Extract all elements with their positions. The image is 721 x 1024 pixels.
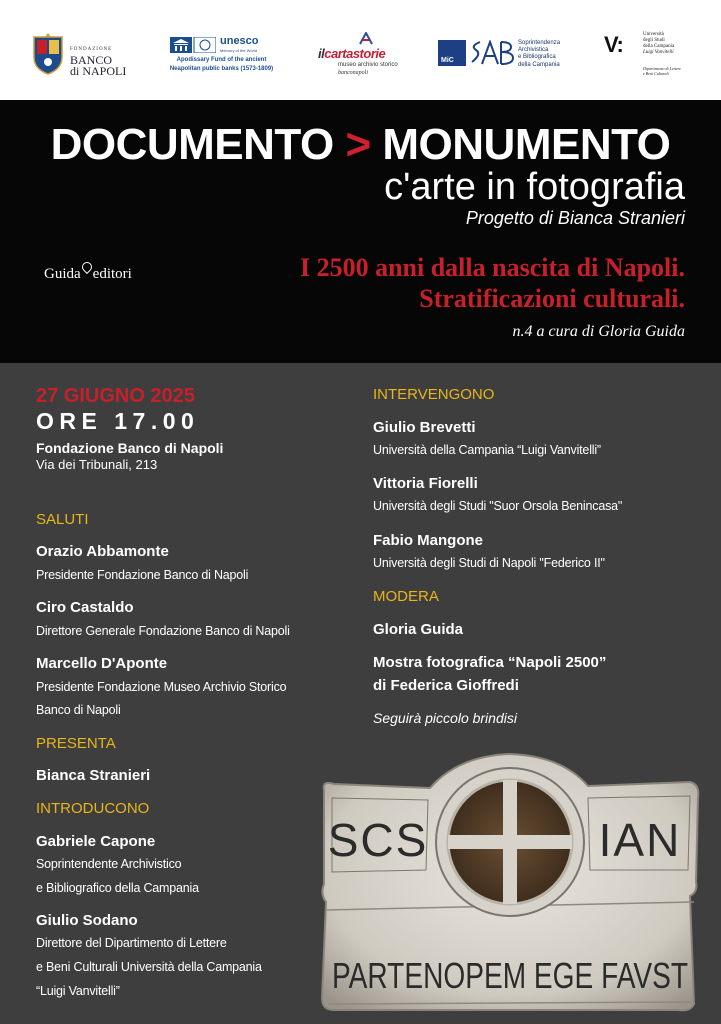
section-saluti-heading: SALUTI <box>36 511 89 528</box>
speaker-name: Gloria Guida <box>373 621 464 638</box>
fondazione-banco-napoli-logo <box>32 33 127 81</box>
speaker-name: Bianca Stranieri <box>36 767 151 784</box>
event-venue: Fondazione Banco di Napoli <box>36 440 224 456</box>
project-credit: Progetto di Bianca Stranieri <box>465 208 685 228</box>
speaker-name: Marcello D'Aponte <box>36 655 168 672</box>
speaker-role: Soprintendente Archivistico <box>36 857 182 871</box>
headline-line2: Stratificazioni culturali. <box>419 284 685 313</box>
speaker-role: Direttore del Dipartimento di Lettere <box>36 936 227 950</box>
exhibition-author: di Federica Gioffredi <box>373 677 519 694</box>
section-modera-heading: MODERA <box>373 588 439 605</box>
section-intervengono-heading: INTERVENGONO <box>373 386 495 403</box>
cartastorie-wordmark: ilcartastorie <box>318 46 386 61</box>
sab-monogram-icon <box>468 40 514 66</box>
title-left: DOCUMENTO <box>50 120 334 169</box>
unesco-memory: Memory of the World <box>220 48 258 53</box>
logos-strip <box>0 0 721 100</box>
speaker-role: Direttore Generale Fondazione Banco di Napoli <box>36 624 290 638</box>
title-right: MONUMENTO <box>382 120 671 169</box>
speaker-name: Fabio Mangone <box>373 532 483 549</box>
guida-editori-mark-icon <box>80 260 94 274</box>
title-separator: > <box>345 120 371 169</box>
guida-editori-logo: Guida editori <box>44 262 132 283</box>
speaker-name: Giulio Sodano <box>36 912 138 929</box>
banco-logo-fondazione: FONDAZIONE <box>70 47 113 52</box>
speaker-name: Orazio Abbamonte <box>36 543 169 560</box>
universita-vanvitelli-logo <box>604 32 696 82</box>
speaker-name: Gabriele Capone <box>36 833 156 850</box>
cartastorie-logo <box>318 32 404 78</box>
cartastorie-sub2: banconapoli <box>338 70 368 76</box>
event-title <box>0 120 721 170</box>
exhibition-title: Mostra fotografica “Napoli 2500” <box>373 654 607 671</box>
speaker-role: “Luigi Vanvitelli” <box>36 984 120 998</box>
unesco-logo <box>164 35 279 79</box>
soprintendenza-text: Soprintendenza Archivistica e Bibliografica della Campania <box>518 40 561 68</box>
event-time: ORE 17.00 <box>36 408 200 434</box>
unesco-name: unesco <box>220 35 259 47</box>
stone-text-left: SCS <box>327 814 429 866</box>
cartastorie-sub1: museo archivio storico <box>338 62 398 68</box>
curator-credit: n.4 a cura di Gloria Guida <box>512 323 685 340</box>
speaker-role: Università della Campania “Luigi Vanvitelli” <box>373 443 601 457</box>
speaker-name: Giulio Brevetti <box>373 419 476 436</box>
speaker-role: Università degli Studi di Napoli "Federico II" <box>373 556 605 570</box>
universita-text: Università degli Studi della Campania Luigi Vanvitelli <box>643 32 675 55</box>
event-subtitle: c'arte in fotografia <box>384 166 685 208</box>
universita-dept: Dipartimento di Lettere e Beni Culturali <box>643 66 681 76</box>
unesco-fund-line2: Neapolitan public banks (1573-1809) <box>169 66 274 72</box>
unesco-temple-icon <box>170 37 216 53</box>
headline-line1: I 2500 anni dalla nascita di Napoli. <box>299 253 685 282</box>
unesco-fund-line1: Apodissary Fund of the ancient <box>176 57 267 63</box>
speaker-role: Presidente Fondazione Museo Archivio Storico <box>36 680 287 694</box>
speaker-role: Banco di Napoli <box>36 703 121 717</box>
speaker-role: e Bibliografico della Campania <box>36 881 199 895</box>
stone-text-right: IAN <box>598 814 682 866</box>
banco-logo-banco: BANCO <box>70 53 113 67</box>
speaker-role: Presidente Fondazione Banco di Napoli <box>36 568 249 582</box>
stone-inscription-image <box>318 752 702 1014</box>
banco-napoli-crest-icon <box>32 33 64 75</box>
event-date: 27 GIUGNO 2025 <box>36 385 195 407</box>
stone-text-bottom: PARTENOPEM EGE FAVST <box>332 955 688 996</box>
vanvitelli-mark: V: <box>604 32 623 57</box>
speaker-name: Vittoria Fiorelli <box>373 475 478 492</box>
speaker-role: e Beni Culturali Università della Campania <box>36 960 262 974</box>
banco-logo-napoli: di NAPOLI <box>70 64 127 78</box>
mic-badge: MiC <box>438 40 466 66</box>
closing-note: Seguirà piccolo brindisi <box>373 710 517 726</box>
cartastorie-mark-icon <box>358 32 374 46</box>
section-introducono-heading: INTRODUCONO <box>36 800 150 817</box>
soprintendenza-logo <box>438 40 568 70</box>
event-address: Via dei Tribunali, 213 <box>36 457 158 472</box>
section-presenta-heading: PRESENTA <box>36 735 116 752</box>
speaker-name: Ciro Castaldo <box>36 599 134 616</box>
speaker-role: Università degli Studi "Suor Orsola Benincasa" <box>373 499 623 513</box>
